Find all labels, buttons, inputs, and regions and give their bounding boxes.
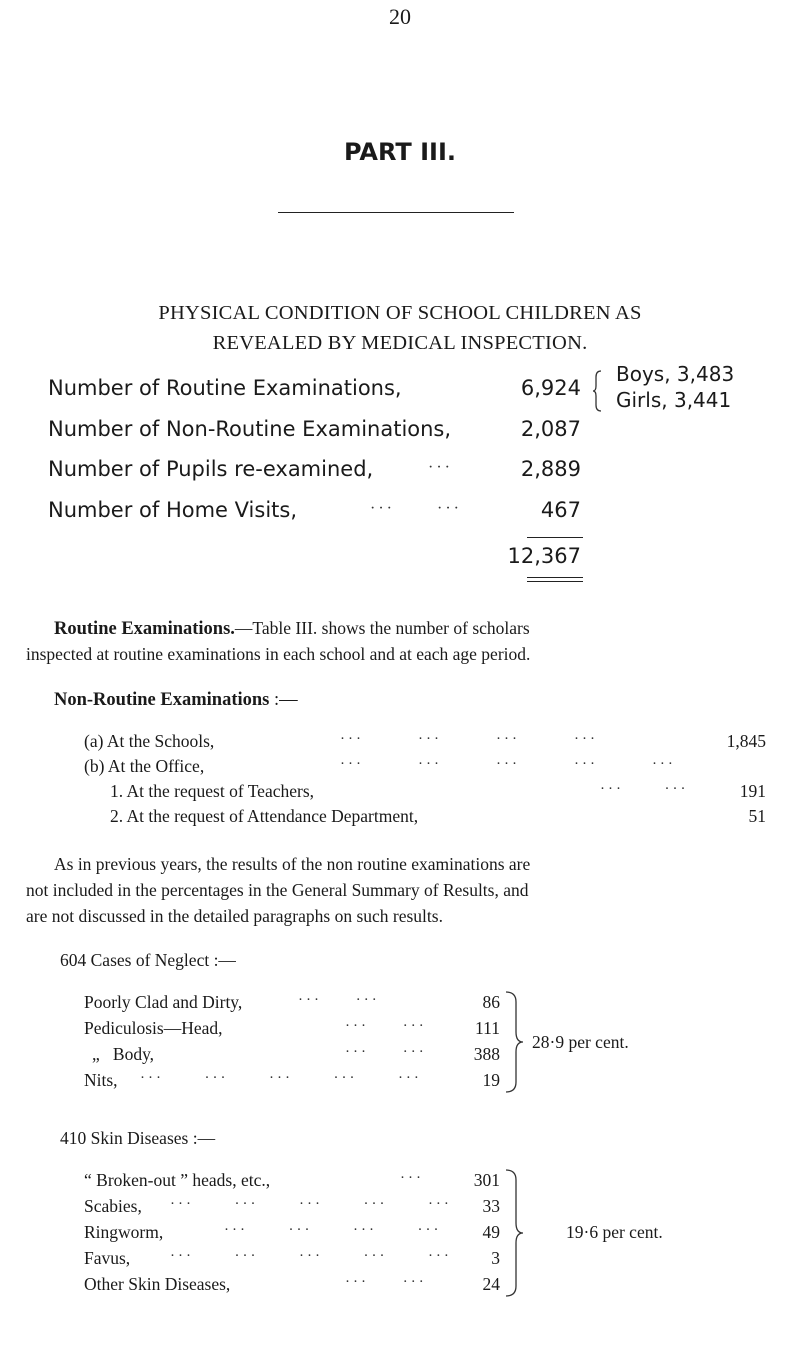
neglect-brace (504, 990, 526, 1094)
leader-dots: ··· ··· ··· ··· (224, 1222, 442, 1238)
non-routine-heading-row (54, 690, 298, 711)
girls-count: Girls, 3,441 (616, 388, 732, 412)
results-paragraph-line-2: not included in the percentages in the General Summary of Results, and (26, 880, 529, 900)
summary-label: Number of Home Visits, (48, 498, 298, 522)
leader-dots: ··· ··· ··· ··· ··· (140, 1070, 422, 1086)
non-routine-item-b2: 2. At the request of Attendance Department, (110, 806, 419, 826)
skin-heading: 410 Skin Diseases :— (60, 1128, 216, 1148)
section-heading-line-2: REVEALED BY MEDICAL INSPECTION. (212, 332, 588, 354)
skin-label: Ringworm, (84, 1222, 164, 1242)
summary-value: 467 (540, 498, 581, 522)
neglect-value: 86 (482, 992, 500, 1012)
leader-dots: ··· ··· ··· ··· (340, 731, 598, 747)
neglect-label: Pediculosis—Head, (84, 1018, 223, 1038)
page-number: 20 (389, 4, 411, 29)
results-paragraph-line-1: As in previous years, the results of the non routine examinations are (54, 854, 531, 874)
skin-label: Favus, (84, 1248, 131, 1268)
leader-dots: ··· ··· (345, 1274, 427, 1290)
skin-label: “ Broken-out ” heads, etc., (84, 1170, 271, 1190)
skin-label: Other Skin Diseases, (84, 1274, 231, 1294)
leader-dots: ··· ··· ··· ··· ··· (170, 1196, 452, 1212)
summary-value: 2,087 (520, 417, 581, 441)
routine-paragraph (54, 618, 530, 640)
non-routine-value-b2: 51 (748, 806, 766, 826)
non-routine-item-b: (b) At the Office, (84, 756, 205, 776)
skin-brace (504, 1168, 526, 1298)
neglect-value: 19 (482, 1070, 500, 1090)
routine-text: —Table III. shows the number of scholars (234, 618, 530, 638)
section-heading-line-1: PHYSICAL CONDITION OF SCHOOL CHILDREN AS (158, 302, 642, 324)
routine-heading: Routine Examinations. (54, 619, 235, 639)
non-routine-heading: Non-Routine Examinations (54, 690, 270, 710)
non-routine-heading-suffix: :— (273, 690, 298, 710)
skin-value: 33 (482, 1196, 500, 1216)
summary-label: Number of Routine Examinations, (48, 376, 402, 400)
summary-value: 6,924 (520, 376, 581, 400)
results-paragraph-line-3: are not discussed in the detailed paragraphs on such results. (26, 906, 443, 926)
leader-dots: ··· ··· ··· ··· ··· (170, 1248, 452, 1264)
leader-dots: ··· ··· (298, 992, 380, 1008)
leader-dots: ··· ··· ··· ··· ··· (340, 756, 676, 772)
part-title: PART III. (344, 138, 456, 166)
skin-value: 3 (491, 1248, 500, 1268)
summary-total: 12,367 (507, 544, 581, 568)
summary-value: 2,889 (520, 457, 581, 481)
skin-percent: 19·6 per cent. (566, 1222, 663, 1242)
non-routine-value-b1: 191 (739, 781, 766, 801)
leader-dots: ··· ··· (600, 781, 689, 797)
boys-girls-brace (592, 369, 606, 413)
non-routine-item-b1: 1. At the request of Teachers, (110, 781, 315, 801)
neglect-heading: 604 Cases of Neglect :— (60, 950, 236, 970)
leader-dots: ··· ··· (370, 500, 462, 517)
leader-dots: ··· (400, 1170, 424, 1186)
skin-value: 24 (482, 1274, 500, 1294)
skin-value: 49 (482, 1222, 500, 1242)
non-routine-item-a: (a) At the Schools, (84, 731, 215, 751)
non-routine-value-a: 1,845 (726, 731, 766, 751)
summary-label: Number of Non-Routine Examinations, (48, 417, 452, 441)
neglect-label: Poorly Clad and Dirty, (84, 992, 243, 1012)
neglect-label: „ Body, (92, 1044, 155, 1064)
routine-text-line-2: inspected at routine examinations in each school and at each age period. (26, 644, 531, 664)
total-rule (527, 537, 583, 538)
skin-label: Scabies, (84, 1196, 142, 1216)
leader-dots: ··· ··· (345, 1018, 427, 1034)
boys-count: Boys, 3,483 (616, 362, 735, 386)
skin-value: 301 (473, 1170, 500, 1190)
leader-dots: ··· (428, 459, 453, 476)
neglect-value: 111 (475, 1018, 500, 1038)
neglect-percent: 28·9 per cent. (532, 1032, 629, 1052)
title-rule (278, 212, 514, 213)
leader-dots: ··· ··· (345, 1044, 427, 1060)
neglect-label: Nits, (84, 1070, 118, 1090)
total-double-rule-bottom (527, 581, 583, 582)
neglect-value: 388 (473, 1044, 500, 1064)
summary-label: Number of Pupils re-examined, (48, 457, 374, 481)
total-double-rule-top (527, 577, 583, 578)
